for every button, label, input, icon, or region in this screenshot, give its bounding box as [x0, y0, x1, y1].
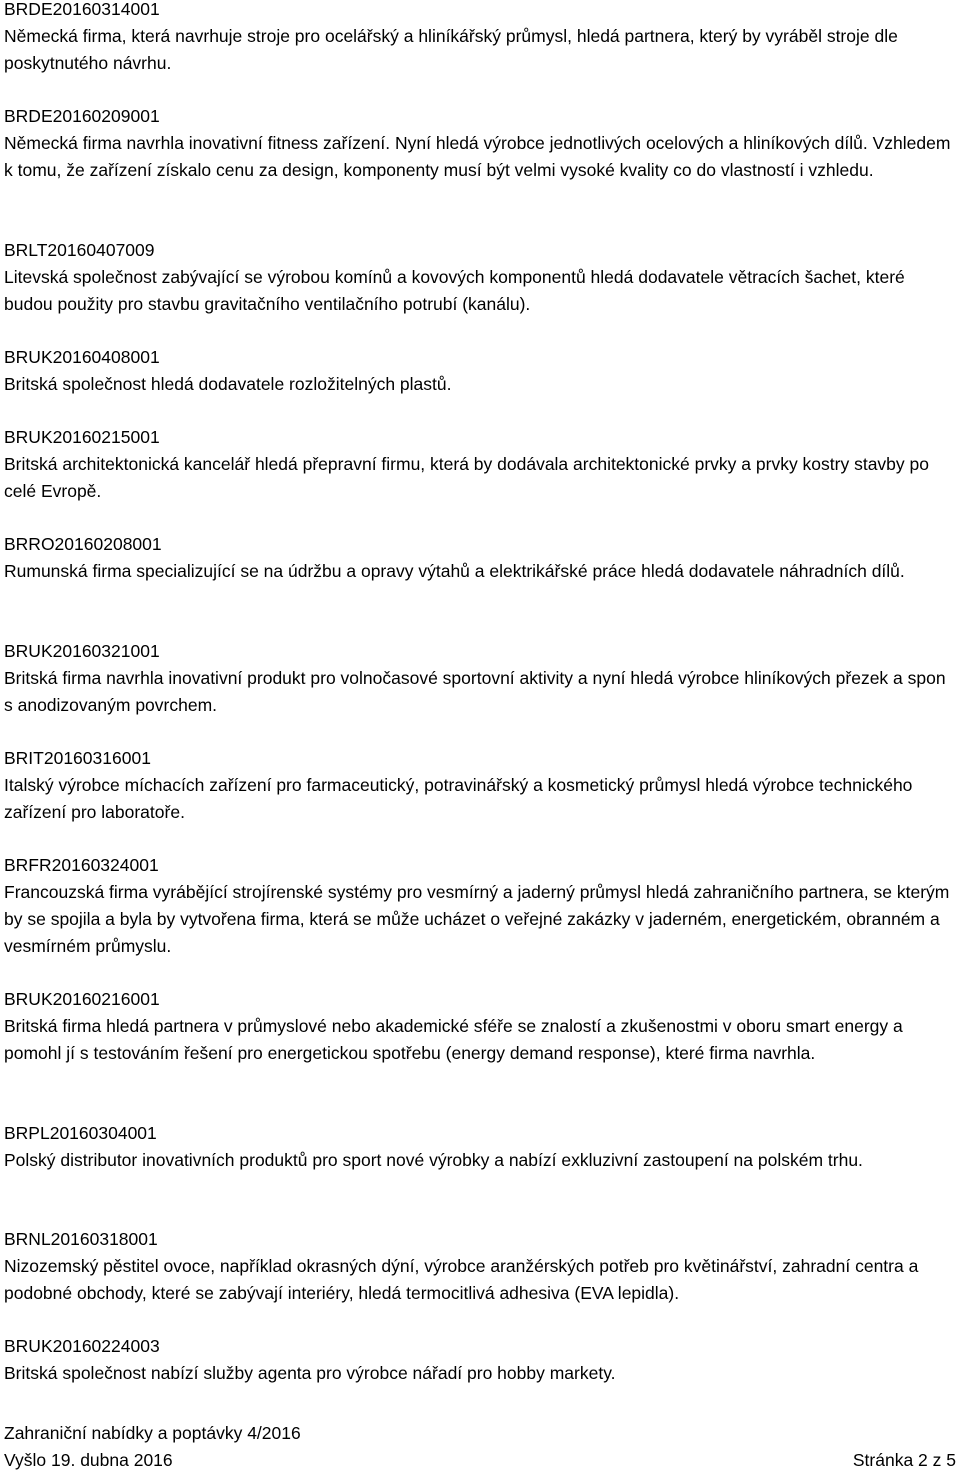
entry-text: Britská firma navrhla inovativní produkt pro volnočasové sportovní aktivity a nyní hledá výrobce hliníkových přezek a spon s anodizovaným povrchem.	[4, 668, 946, 715]
entry-text: Francouzská firma vyrábějící strojírenské systémy pro vesmírný a jaderný průmysl hledá zahraničního partnera, se kterým by se spojila a byla by vytvořena firma, která se může ucházet o veřejné zakázky v jaderném, energetickém, obranném a vesmírném průmyslu.	[4, 882, 950, 956]
entry-code: BRRO20160208001	[4, 534, 162, 554]
entry-text: Polský distributor inovativních produktů pro sport nové výrobky a nabízí exkluzivní zastoupení na polském trhu.	[4, 1150, 863, 1170]
page-footer	[4, 1420, 956, 1474]
entry-code: BRUK20160224003	[4, 1336, 160, 1356]
entry-text: Britská společnost nabízí služby agenta pro výrobce nářadí pro hobby markety.	[4, 1363, 616, 1383]
entry-text: Nizozemský pěstitel ovoce, například okrasných dýní, výrobce aranžérských potřeb pro květinářství, zahradní centra a podobné obchody, které se zabývají interiéry, hledá termocitlivá adhesiva (EVA lepidla).	[4, 1256, 919, 1303]
entry-bruk20160408001	[4, 344, 956, 398]
entry-text: Britská společnost hledá dodavatele rozložitelných plastů.	[4, 374, 452, 394]
entry-bruk20160321001	[4, 638, 956, 719]
entry-code: BRUK20160408001	[4, 347, 160, 367]
footer-published-date: Vyšlo 19. dubna 2016	[4, 1450, 173, 1470]
entry-brro20160208001	[4, 531, 956, 585]
entry-brit20160316001	[4, 745, 956, 826]
entry-brpl20160304001	[4, 1120, 956, 1174]
entry-code: BRLT20160407009	[4, 240, 155, 260]
entry-brde20160209001	[4, 103, 956, 184]
entry-brnl20160318001	[4, 1226, 956, 1307]
footer-title: Zahraniční nabídky a poptávky 4/2016	[4, 1423, 301, 1443]
entry-text: Německá firma navrhla inovativní fitness zařízení. Nyní hledá výrobce jednotlivých ocelových a hliníkových dílů. Vzhledem k tomu, že zařízení získalo cenu za design, komponenty musí být velmi vysoké kvality co do vlastností i vzhledu.	[4, 133, 951, 180]
entry-code: BRUK20160321001	[4, 641, 160, 661]
entry-text: Britská architektonická kancelář hledá přepravní firmu, která by dodávala architektonické prvky a prvky kostry stavby po celé Evropě.	[4, 454, 929, 501]
entry-code: BRUK20160216001	[4, 989, 160, 1009]
entry-code: BRDE20160209001	[4, 106, 160, 126]
entry-bruk20160224003	[4, 1333, 956, 1387]
entry-code: BRUK20160215001	[4, 427, 160, 447]
entry-code: BRDE20160314001	[4, 0, 160, 19]
entry-text: Litevská společnost zabývající se výrobou komínů a kovových komponentů hledá dodavatele větracích šachet, které budou použity pro stavbu gravitačního ventilačního potrubí (kanálu).	[4, 267, 905, 314]
entry-code: BRFR20160324001	[4, 855, 159, 875]
entry-code: BRNL20160318001	[4, 1229, 158, 1249]
entry-text: Britská firma hledá partnera v průmyslové nebo akademické sféře se znalostí a zkušenostmi v oboru smart energy a pomohl jí s testováním řešení pro energetickou spotřebu (energy demand response), které firma navrhla.	[4, 1016, 903, 1063]
footer-bottom-row	[4, 1447, 956, 1474]
entry-text: Italský výrobce míchacích zařízení pro farmaceutický, potravinářský a kosmetický průmysl hledá výrobce technického zařízení pro laboratoře.	[4, 775, 913, 822]
entry-brlt20160407009	[4, 237, 956, 318]
entry-text: Německá firma, která navrhuje stroje pro ocelářský a hliníkářský průmysl, hledá partnera, který by vyráběl stroje dle poskytnutého návrhu.	[4, 26, 898, 73]
entry-brfr20160324001	[4, 852, 956, 960]
entry-text: Rumunská firma specializující se na údržbu a opravy výtahů a elektrikářské práce hledá dodavatele náhradních dílů.	[4, 561, 905, 581]
entry-code: BRIT20160316001	[4, 748, 151, 768]
entry-code: BRPL20160304001	[4, 1123, 157, 1143]
entry-brde20160314001	[4, 0, 956, 77]
entry-bruk20160216001	[4, 986, 956, 1067]
entry-bruk20160215001	[4, 424, 956, 505]
footer-page-number: Stránka 2 z 5	[852, 1450, 956, 1470]
